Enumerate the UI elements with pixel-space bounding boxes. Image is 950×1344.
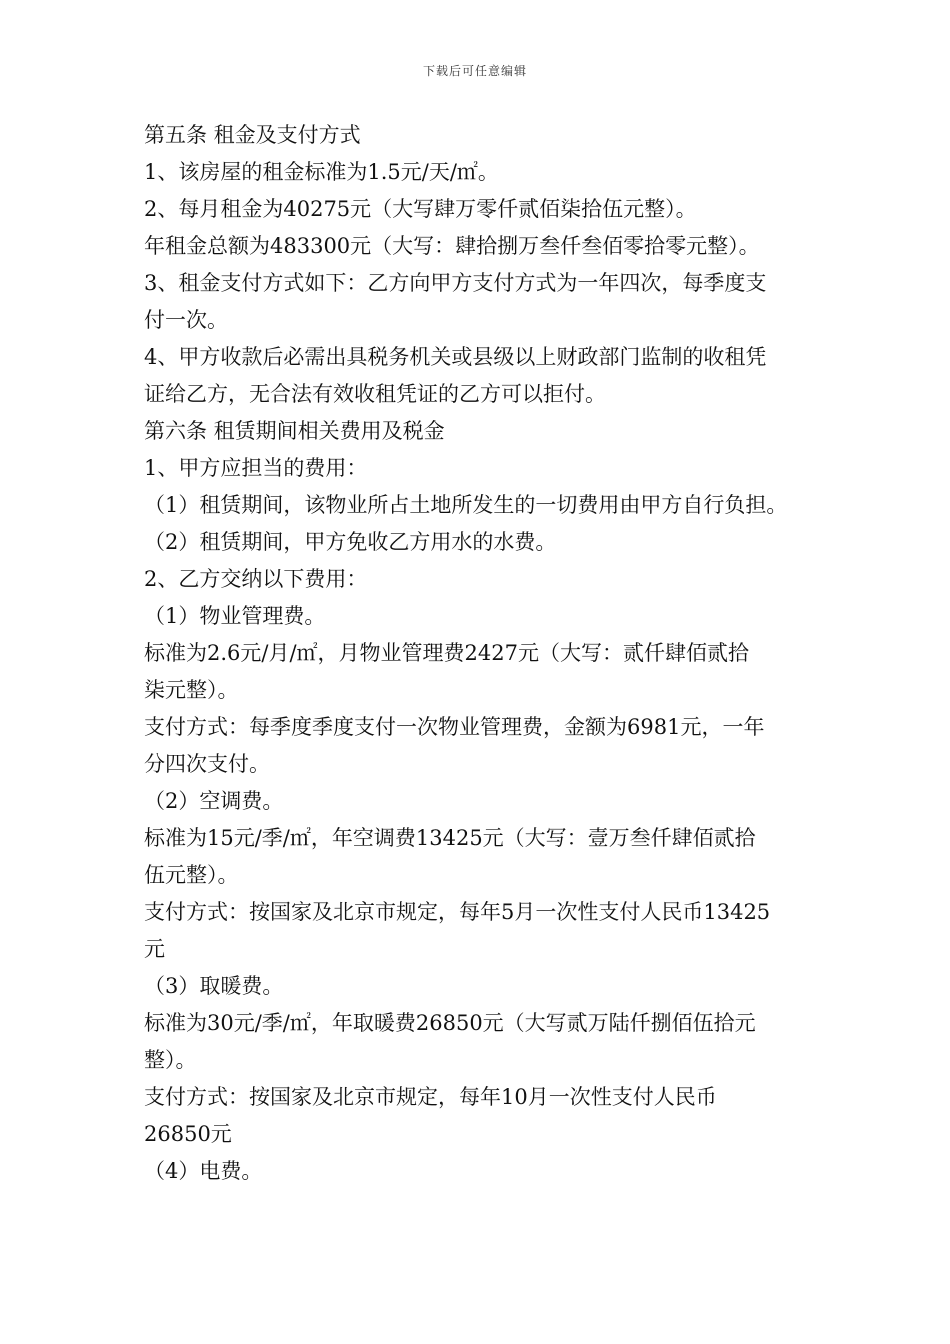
paragraph-line: 标准为2.6元/月/㎡，月物业管理费2427元（大写：贰仟肆佰贰拾 — [144, 641, 749, 665]
paragraph-line: 伍元整）。 — [144, 863, 239, 887]
paragraph-line: 26850元 — [144, 1122, 232, 1146]
article-5-heading: 第五条 租金及支付方式 — [144, 123, 361, 147]
paragraph-line: 标准为15元/季/㎡，年空调费13425元（大写：壹万叁仟肆佰贰拾 — [144, 826, 756, 850]
header-note: 下载后可任意编辑 — [422, 64, 527, 78]
paragraph-line: （2）租赁期间，甲方免收乙方用水的水费。 — [144, 530, 557, 554]
paragraph-line: （1）物业管理费。 — [144, 604, 326, 628]
paragraph-line: （2）空调费。 — [144, 789, 284, 813]
paragraph-line: 年租金总额为483300元（大写：肆拾捌万叁仟叁佰零拾零元整）。 — [144, 234, 760, 258]
paragraph-line: （1）租赁期间，该物业所占土地所发生的一切费用由甲方自行负担。 — [144, 493, 788, 517]
paragraph-line: 标准为30元/季/㎡，年取暖费26850元（大写贰万陆仟捌佰伍拾元 — [144, 1011, 756, 1035]
article-6-heading: 第六条 租赁期间相关费用及税金 — [144, 419, 445, 443]
paragraph-line: 支付方式：按国家及北京市规定，每年10月一次性支付人民币 — [144, 1085, 717, 1109]
paragraph-line: 支付方式：每季度季度支付一次物业管理费，金额为6981元，一年 — [144, 715, 765, 739]
paragraph-line: 支付方式：按国家及北京市规定，每年5月一次性支付人民币13425 — [144, 900, 771, 924]
paragraph-line: 2、乙方交纳以下费用： — [144, 567, 368, 591]
paragraph-line: 整）。 — [144, 1048, 197, 1072]
paragraph-line: 4、甲方收款后必需出具税务机关或县级以上财政部门监制的收租凭 — [144, 345, 767, 369]
paragraph-line: （3）取暖费。 — [144, 974, 284, 998]
paragraph-line: 柒元整）。 — [144, 678, 239, 702]
paragraph-line: 证给乙方，无合法有效收租凭证的乙方可以拒付。 — [144, 382, 606, 406]
document-body — [144, 117, 824, 1190]
paragraph-line: 2、每月租金为40275元（大写肆万零仟贰佰柒拾伍元整）。 — [144, 197, 697, 221]
paragraph-line: 分四次支付。 — [144, 752, 270, 776]
paragraph-line: 3、租金支付方式如下：乙方向甲方支付方式为一年四次，每季度支 — [144, 271, 767, 295]
paragraph-line: 付一次。 — [144, 308, 228, 332]
paragraph-line: 元 — [144, 937, 165, 961]
paragraph-line: 1、甲方应担当的费用： — [144, 456, 368, 480]
paragraph-line: （4）电费。 — [144, 1159, 263, 1183]
paragraph-line: 1、该房屋的租金标准为1.5元/天/㎡。 — [144, 160, 499, 184]
